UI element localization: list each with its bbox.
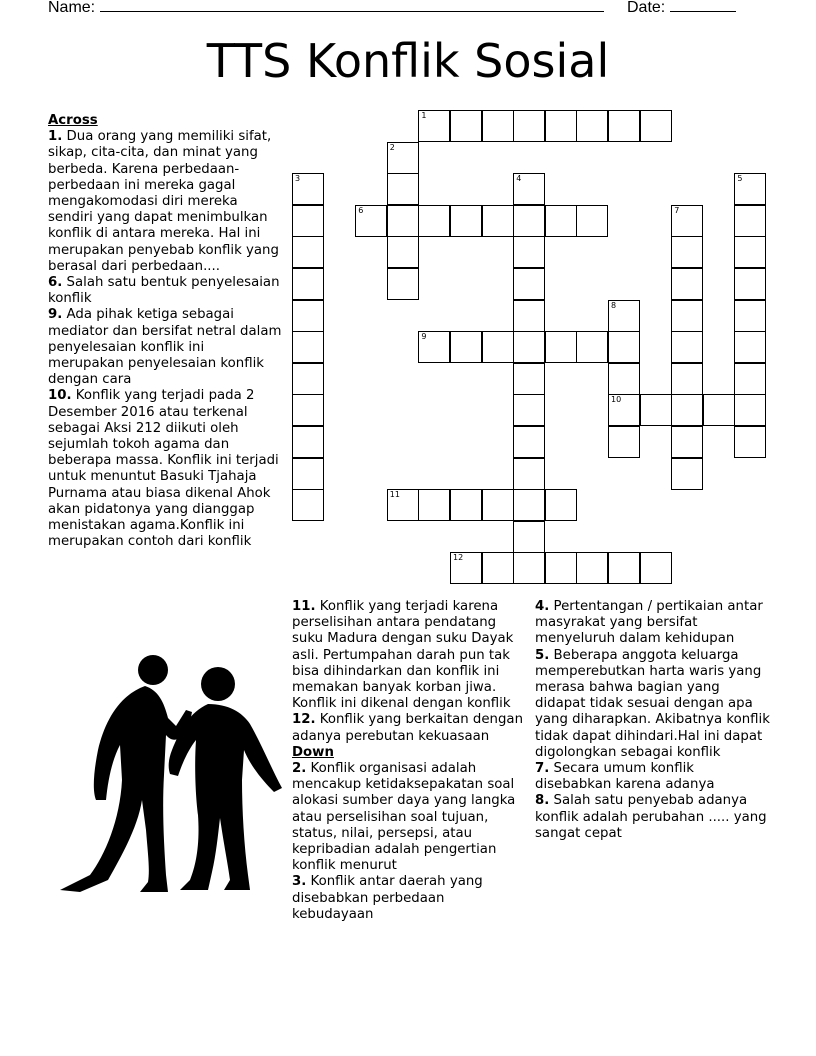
grid-cell[interactable] xyxy=(450,552,482,584)
grid-cell[interactable] xyxy=(450,331,482,363)
clue-across-6: 6. Salah satu bentuk penyelesaian konflik xyxy=(48,275,280,307)
grid-cell[interactable] xyxy=(513,268,545,300)
date-field xyxy=(627,0,736,17)
grid-cell[interactable] xyxy=(513,236,545,268)
grid-cell[interactable] xyxy=(292,363,324,395)
grid-cell[interactable] xyxy=(608,300,640,332)
grid-cell[interactable] xyxy=(671,268,703,300)
grid-clue-number: 10 xyxy=(611,395,622,405)
grid-cell[interactable] xyxy=(545,331,577,363)
down-heading: Down xyxy=(292,744,334,760)
grid-cell[interactable] xyxy=(482,205,514,237)
grid-cell[interactable] xyxy=(608,110,640,142)
grid-cell[interactable] xyxy=(513,363,545,395)
grid-cell[interactable] xyxy=(640,110,672,142)
grid-clue-number: 8 xyxy=(611,300,617,310)
grid-cell[interactable] xyxy=(513,552,545,584)
grid-cell[interactable] xyxy=(671,363,703,395)
grid-cell[interactable] xyxy=(450,489,482,521)
name-line[interactable] xyxy=(100,0,604,12)
grid-cell[interactable] xyxy=(513,205,545,237)
grid-cell[interactable] xyxy=(513,489,545,521)
grid-clue-number: 2 xyxy=(389,142,395,152)
grid-cell[interactable] xyxy=(482,489,514,521)
grid-cell[interactable] xyxy=(387,489,419,521)
grid-cell[interactable] xyxy=(734,236,766,268)
name-field xyxy=(48,0,604,17)
middle-clues xyxy=(292,599,528,923)
grid-cell[interactable] xyxy=(513,173,545,205)
right-clues xyxy=(535,599,771,842)
grid-clue-number: 4 xyxy=(516,174,522,184)
grid-cell[interactable] xyxy=(292,173,324,205)
clue-across-1: 1. Dua orang yang memiliki sifat, sikap, cita-cita, dan minat yang berbeda. Karena perbedaan-perbedaan ini mereka gagal mengakomodasi diri mereka sendiri yang dapat menimbulkan konflik di antara mereka. Hal ini merupakan penyebab konflik yang berasal dari perbedaan.... xyxy=(48,129,279,274)
grid-cell[interactable] xyxy=(450,110,482,142)
grid-cell[interactable] xyxy=(545,489,577,521)
grid-cell[interactable] xyxy=(387,173,419,205)
grid-cell[interactable] xyxy=(608,552,640,584)
grid-cell[interactable] xyxy=(734,394,766,426)
clue-down-2: 2. Konflik organisasi adalah mencakup ketidaksepakatan soal alokasi sumber daya yang langka atau perselisihan soal tujuan, status, nilai, persepsi, atau kepribadian adalah pengertian konflik menurut xyxy=(292,761,516,874)
grid-cell[interactable] xyxy=(418,489,450,521)
grid-cell[interactable] xyxy=(513,426,545,458)
grid-cell[interactable] xyxy=(482,552,514,584)
grid-clue-number: 12 xyxy=(453,553,464,563)
grid-cell[interactable] xyxy=(387,268,419,300)
grid-cell[interactable] xyxy=(418,205,450,237)
grid-cell[interactable] xyxy=(513,394,545,426)
grid-cell[interactable] xyxy=(734,173,766,205)
grid-clue-number: 7 xyxy=(674,205,680,215)
grid-cell[interactable] xyxy=(608,394,640,426)
grid-cell[interactable] xyxy=(608,426,640,458)
grid-cell[interactable] xyxy=(703,394,735,426)
grid-clue-number: 1 xyxy=(421,111,427,120)
grid-cell[interactable] xyxy=(418,331,450,363)
grid-clue-number: 6 xyxy=(358,205,364,215)
grid-cell[interactable] xyxy=(734,363,766,395)
grid-cell[interactable] xyxy=(292,489,324,521)
grid-cell[interactable] xyxy=(387,205,419,237)
across-heading: Across xyxy=(48,113,98,128)
grid-cell[interactable] xyxy=(513,300,545,332)
grid-cell[interactable] xyxy=(608,363,640,395)
grid-clue-number: 11 xyxy=(389,490,400,500)
grid-cell[interactable] xyxy=(292,394,324,426)
grid-cell[interactable] xyxy=(387,142,419,174)
grid-cell[interactable] xyxy=(292,205,324,237)
grid-cell[interactable] xyxy=(734,268,766,300)
clue-across-11: 11. Konflik yang terjadi karena perselisihan antara pendatang suku Madura dengan suku Dayak asli. Pertumpahan darah pun tak bisa dihindarkan dan konflik ini memakan banyak korban jiwa. Konflik ini dikenal dengan konflik xyxy=(292,599,514,712)
grid-cell[interactable] xyxy=(418,110,450,142)
grid-clue-number: 9 xyxy=(421,332,427,342)
page-title: TTS Konflik Sosial xyxy=(206,34,610,88)
grid-cell[interactable] xyxy=(292,268,324,300)
name-label: Name: xyxy=(48,0,96,16)
grid-cell[interactable] xyxy=(292,331,324,363)
grid-cell[interactable] xyxy=(482,110,514,142)
clue-down-3: 3. Konflik antar daerah yang disebabkan perbedaan kebudayaan xyxy=(292,874,483,922)
grid-cell[interactable] xyxy=(450,205,482,237)
grid-cell[interactable] xyxy=(640,394,672,426)
grid-cell[interactable] xyxy=(513,521,545,553)
clue-down-4: 4. Pertentangan / pertikaian antar masyrakat yang bersifat menyeluruh dalam kehidupan xyxy=(535,599,763,647)
grid-clue-number: 5 xyxy=(737,174,743,184)
grid-cell[interactable] xyxy=(513,110,545,142)
grid-cell[interactable] xyxy=(608,331,640,363)
grid-cell[interactable] xyxy=(671,205,703,237)
date-line[interactable] xyxy=(670,0,736,12)
grid-cell[interactable] xyxy=(576,205,608,237)
clue-across-12: 12. Konflik yang berkaitan dengan adanya perebutan kekuasaan xyxy=(292,712,523,744)
grid-cell[interactable] xyxy=(576,552,608,584)
grid-cell[interactable] xyxy=(734,205,766,237)
grid-cell[interactable] xyxy=(734,300,766,332)
grid-cell[interactable] xyxy=(671,300,703,332)
grid-cell[interactable] xyxy=(513,331,545,363)
grid-cell[interactable] xyxy=(292,300,324,332)
grid-cell[interactable] xyxy=(734,331,766,363)
grid-cell[interactable] xyxy=(671,426,703,458)
grid-cell[interactable] xyxy=(671,394,703,426)
grid-cell[interactable] xyxy=(576,110,608,142)
clue-down-8: 8. Salah satu penyebab adanya konflik adalah perubahan ..... yang sangat cepat xyxy=(535,793,767,841)
date-label: Date: xyxy=(627,0,666,16)
grid-cell[interactable] xyxy=(387,236,419,268)
grid-cell[interactable] xyxy=(640,552,672,584)
grid-cell[interactable] xyxy=(545,110,577,142)
grid-cell[interactable] xyxy=(482,331,514,363)
grid-cell[interactable] xyxy=(292,458,324,490)
grid-cell[interactable] xyxy=(671,331,703,363)
clue-across-9: 9. Ada pihak ketiga sebagai mediator dan bersifat netral dalam penyelesaian konflik ini merupakan penyelesaian konflik dengan cara xyxy=(48,307,282,388)
grid-cell[interactable] xyxy=(734,426,766,458)
grid-cell[interactable] xyxy=(513,458,545,490)
grid-cell[interactable] xyxy=(355,205,387,237)
clue-down-5: 5. Beberapa anggota keluarga memperebutkan harta waris yang merasa bahwa bagian yang didapat tidak sesuai dengan apa yang diharapkan. Akibatnya konflik tidak dapat dihindari.Hal ini dapat digolongkan sebagai konflik xyxy=(535,647,770,760)
grid-cell[interactable] xyxy=(671,236,703,268)
arguing-people-illustration xyxy=(50,650,290,900)
grid-cell[interactable] xyxy=(671,458,703,490)
grid-cell[interactable] xyxy=(292,236,324,268)
grid-cell[interactable] xyxy=(545,205,577,237)
grid-clue-number: 3 xyxy=(295,174,301,184)
clue-across-10: 10. Konflik yang terjadi pada 2 Desember 2016 atau terkenal sebagai Aksi 212 diikuti oleh sejumlah tokoh agama dan beberapa massa. Konflik ini terjadi untuk menuntut Basuki Tjahaja Purnama atau biasa dikenal Ahok akan pidatonya yang dianggap menistakan agama.Konflik ini merupakan contoh dari konflik xyxy=(48,388,279,550)
grid-cell[interactable] xyxy=(576,331,608,363)
grid-cell[interactable] xyxy=(545,552,577,584)
grid-cell[interactable] xyxy=(292,426,324,458)
across-clues xyxy=(48,113,282,550)
clue-down-7: 7. Secara umum konflik disebabkan karena adanya xyxy=(535,761,715,793)
